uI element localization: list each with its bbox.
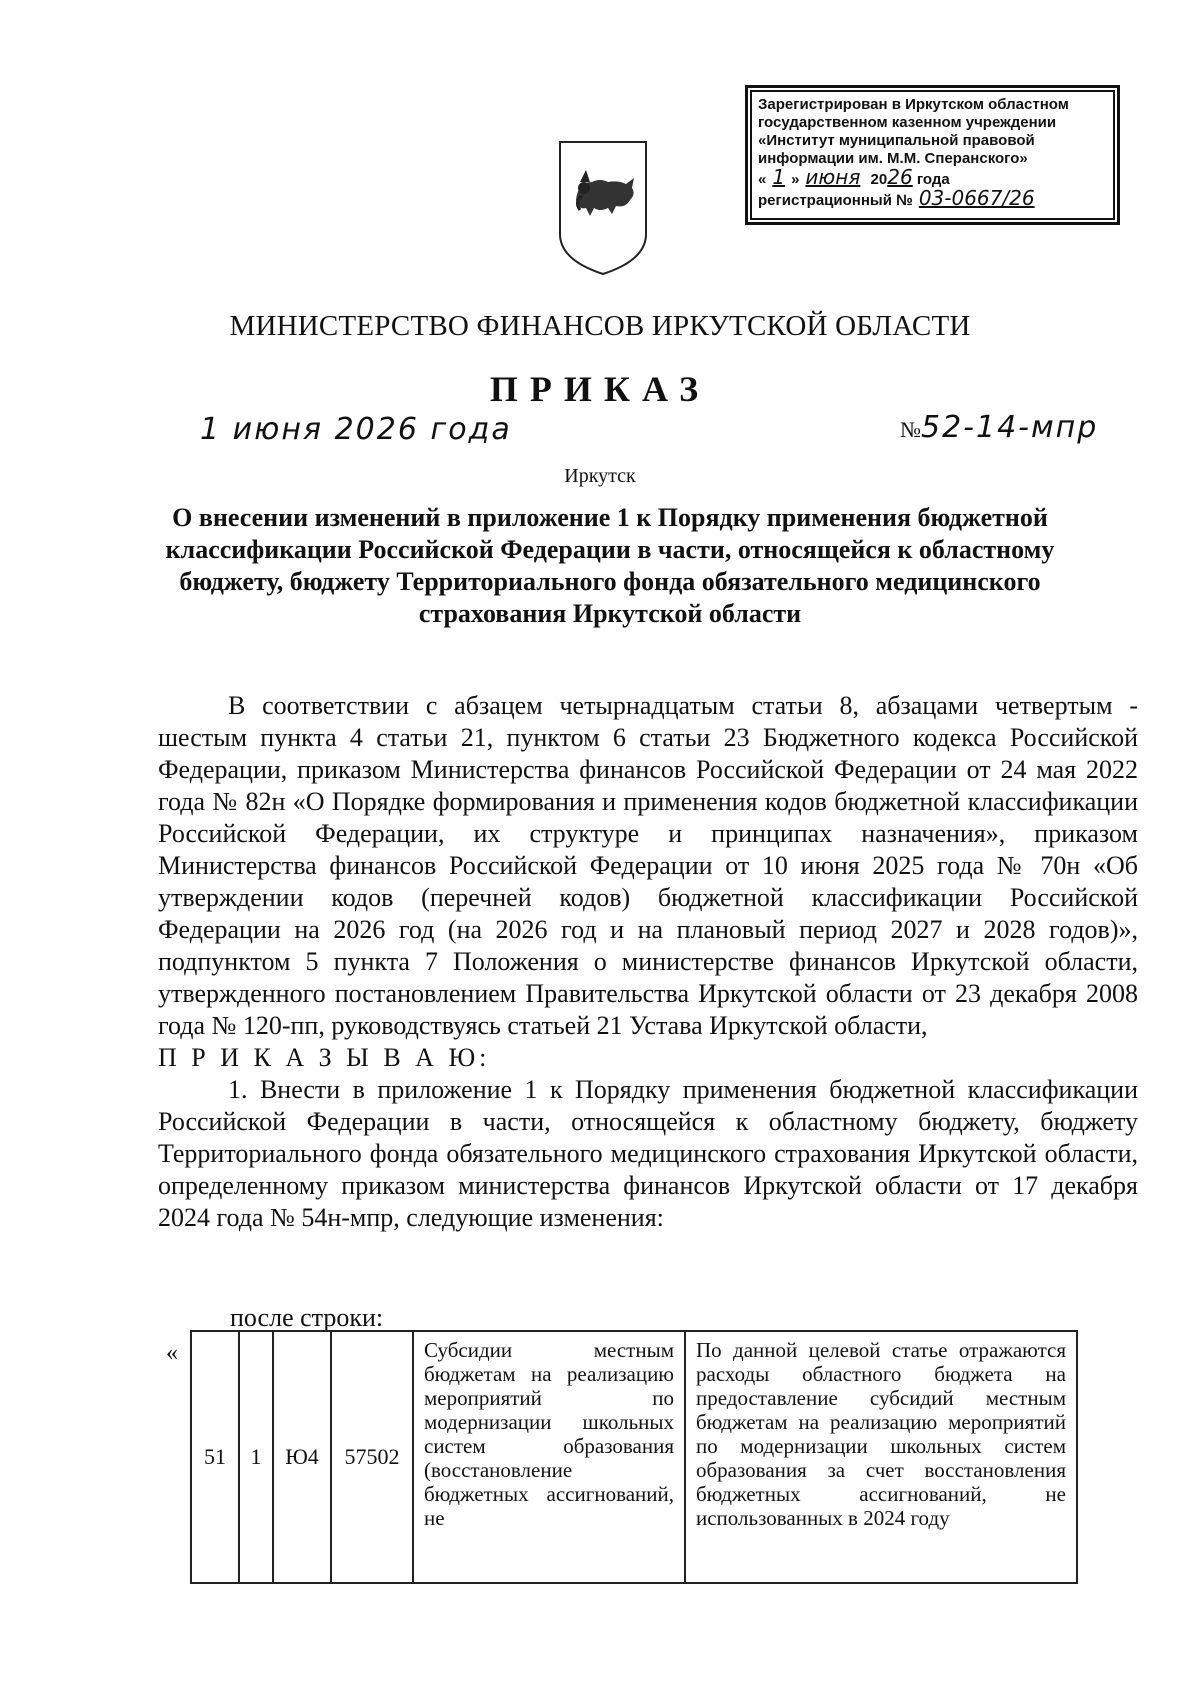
order-word: П Р И К А З Ы В А Ю: bbox=[158, 1043, 491, 1072]
number-label: № bbox=[900, 417, 921, 442]
city: Иркутск bbox=[564, 465, 636, 487]
stamp-day: 1 bbox=[772, 165, 786, 189]
irkutsk-coat-of-arms-icon bbox=[556, 138, 650, 278]
target-description-cell: По данной целевой статье отражаются расходы областного бюджета на предоставление субсидий местным бюджетам на реализацию мероприятий по модернизации школьных систем образования за счет восстановления бюджетных ассигнований, не использованных в 2024 году bbox=[685, 1331, 1077, 1583]
ministry-heading: МИНИСТЕРСТВО ФИНАНСОВ ИРКУТСКОЙ ОБЛАСТИ bbox=[229, 310, 971, 342]
code-cell-3: Ю4 bbox=[273, 1331, 331, 1583]
stamp-line-4: информации им. М.М. Сперанского» bbox=[758, 150, 1028, 167]
stamp-year-word: года bbox=[916, 171, 950, 188]
classification-table bbox=[190, 1330, 1078, 1584]
preamble-paragraph: В соответствии с абзацем четырнадцатым статьи 8, абзацами четвертым - шестым пункта 4 статьи 21, пунктом 6 статьи 23 Бюджетного кодекса Российской Федерации, приказом Министерства финансов Российской Федерации от 24 мая 2022 года № 82н «О Порядке формирования и применения кодов бюджетной классификации Российской Федерации, их структуре и принципах назначения», приказом Министерства финансов Российской Федерации от 10 июня 2025 года № 70н «Об утверждении кодов (перечней кодов) бюджетной классификации Российской Федерации на 2026 год (на 2026 год и на плановый период 2027 и 2028 годов)», подпунктом 5 пункта 7 Положения о министерстве финансов Иркутской области, утвержденного постановлением Правительства Иркутской области от 23 декабря 2008 года № 120-пп, руководствуясь статьей 21 Устава Иркутской области, bbox=[158, 691, 1138, 1040]
item-1-paragraph: 1. Внести в приложение 1 к Порядку применения бюджетной классификации Российской Федерации в части, относящейся к областному бюджету, бюджету Территориального фонда обязательного медицинского страхования Иркутской области, определенному приказом министерства финансов Иркутской области от 17 декабря 2024 года № 54н-мпр, следующие изменения: bbox=[158, 1075, 1138, 1232]
stamp-reg-label: регистрационный № bbox=[758, 192, 913, 209]
stamp-year-prefix: 20 bbox=[870, 171, 888, 188]
stamp-line-1: Зарегистрирован в Иркутском областном bbox=[758, 96, 1069, 113]
stamp-reg-number: 03-0667/26 bbox=[918, 186, 1035, 210]
code-cell-4: 57502 bbox=[331, 1331, 413, 1583]
table-row bbox=[191, 1331, 1077, 1583]
registration-stamp bbox=[745, 85, 1120, 225]
stamp-month: июня bbox=[805, 165, 861, 189]
opening-quote: « bbox=[166, 1340, 178, 1366]
handwritten-number: 52-14-мпр bbox=[921, 410, 1099, 445]
code-cell-1: 51 bbox=[191, 1331, 239, 1583]
code-cell-2: 1 bbox=[239, 1331, 273, 1583]
after-row-label: после строки: bbox=[230, 1303, 384, 1332]
target-name-cell: Субсидии местным бюджетам на реализацию мероприятий по модернизации школьных систем образования (восстановление бюджетных ассигнований, не bbox=[413, 1331, 685, 1583]
stamp-line-3: «Институт муниципальной правовой bbox=[758, 132, 1035, 149]
document-number bbox=[900, 410, 1098, 445]
stamp-date-line: « 1 » июня 2026 года bbox=[758, 165, 950, 189]
stamp-reg-line bbox=[758, 186, 1107, 210]
stamp-line-2: государственном казенном учреждении bbox=[758, 114, 1057, 131]
stamp-year-suffix: 26 bbox=[887, 165, 913, 189]
handwritten-date: 1 июня 2026 года bbox=[200, 412, 512, 447]
document-title: ПРИКАЗ bbox=[489, 369, 711, 409]
document-body bbox=[158, 690, 1138, 1234]
document-subject: О внесении изменений в приложение 1 к Порядку применения бюджетной классификации Российской Федерации в части, относящейся к областному бюджету, бюджету Территориального фонда обязательного медицинского страхования Иркутской области bbox=[165, 503, 1055, 628]
